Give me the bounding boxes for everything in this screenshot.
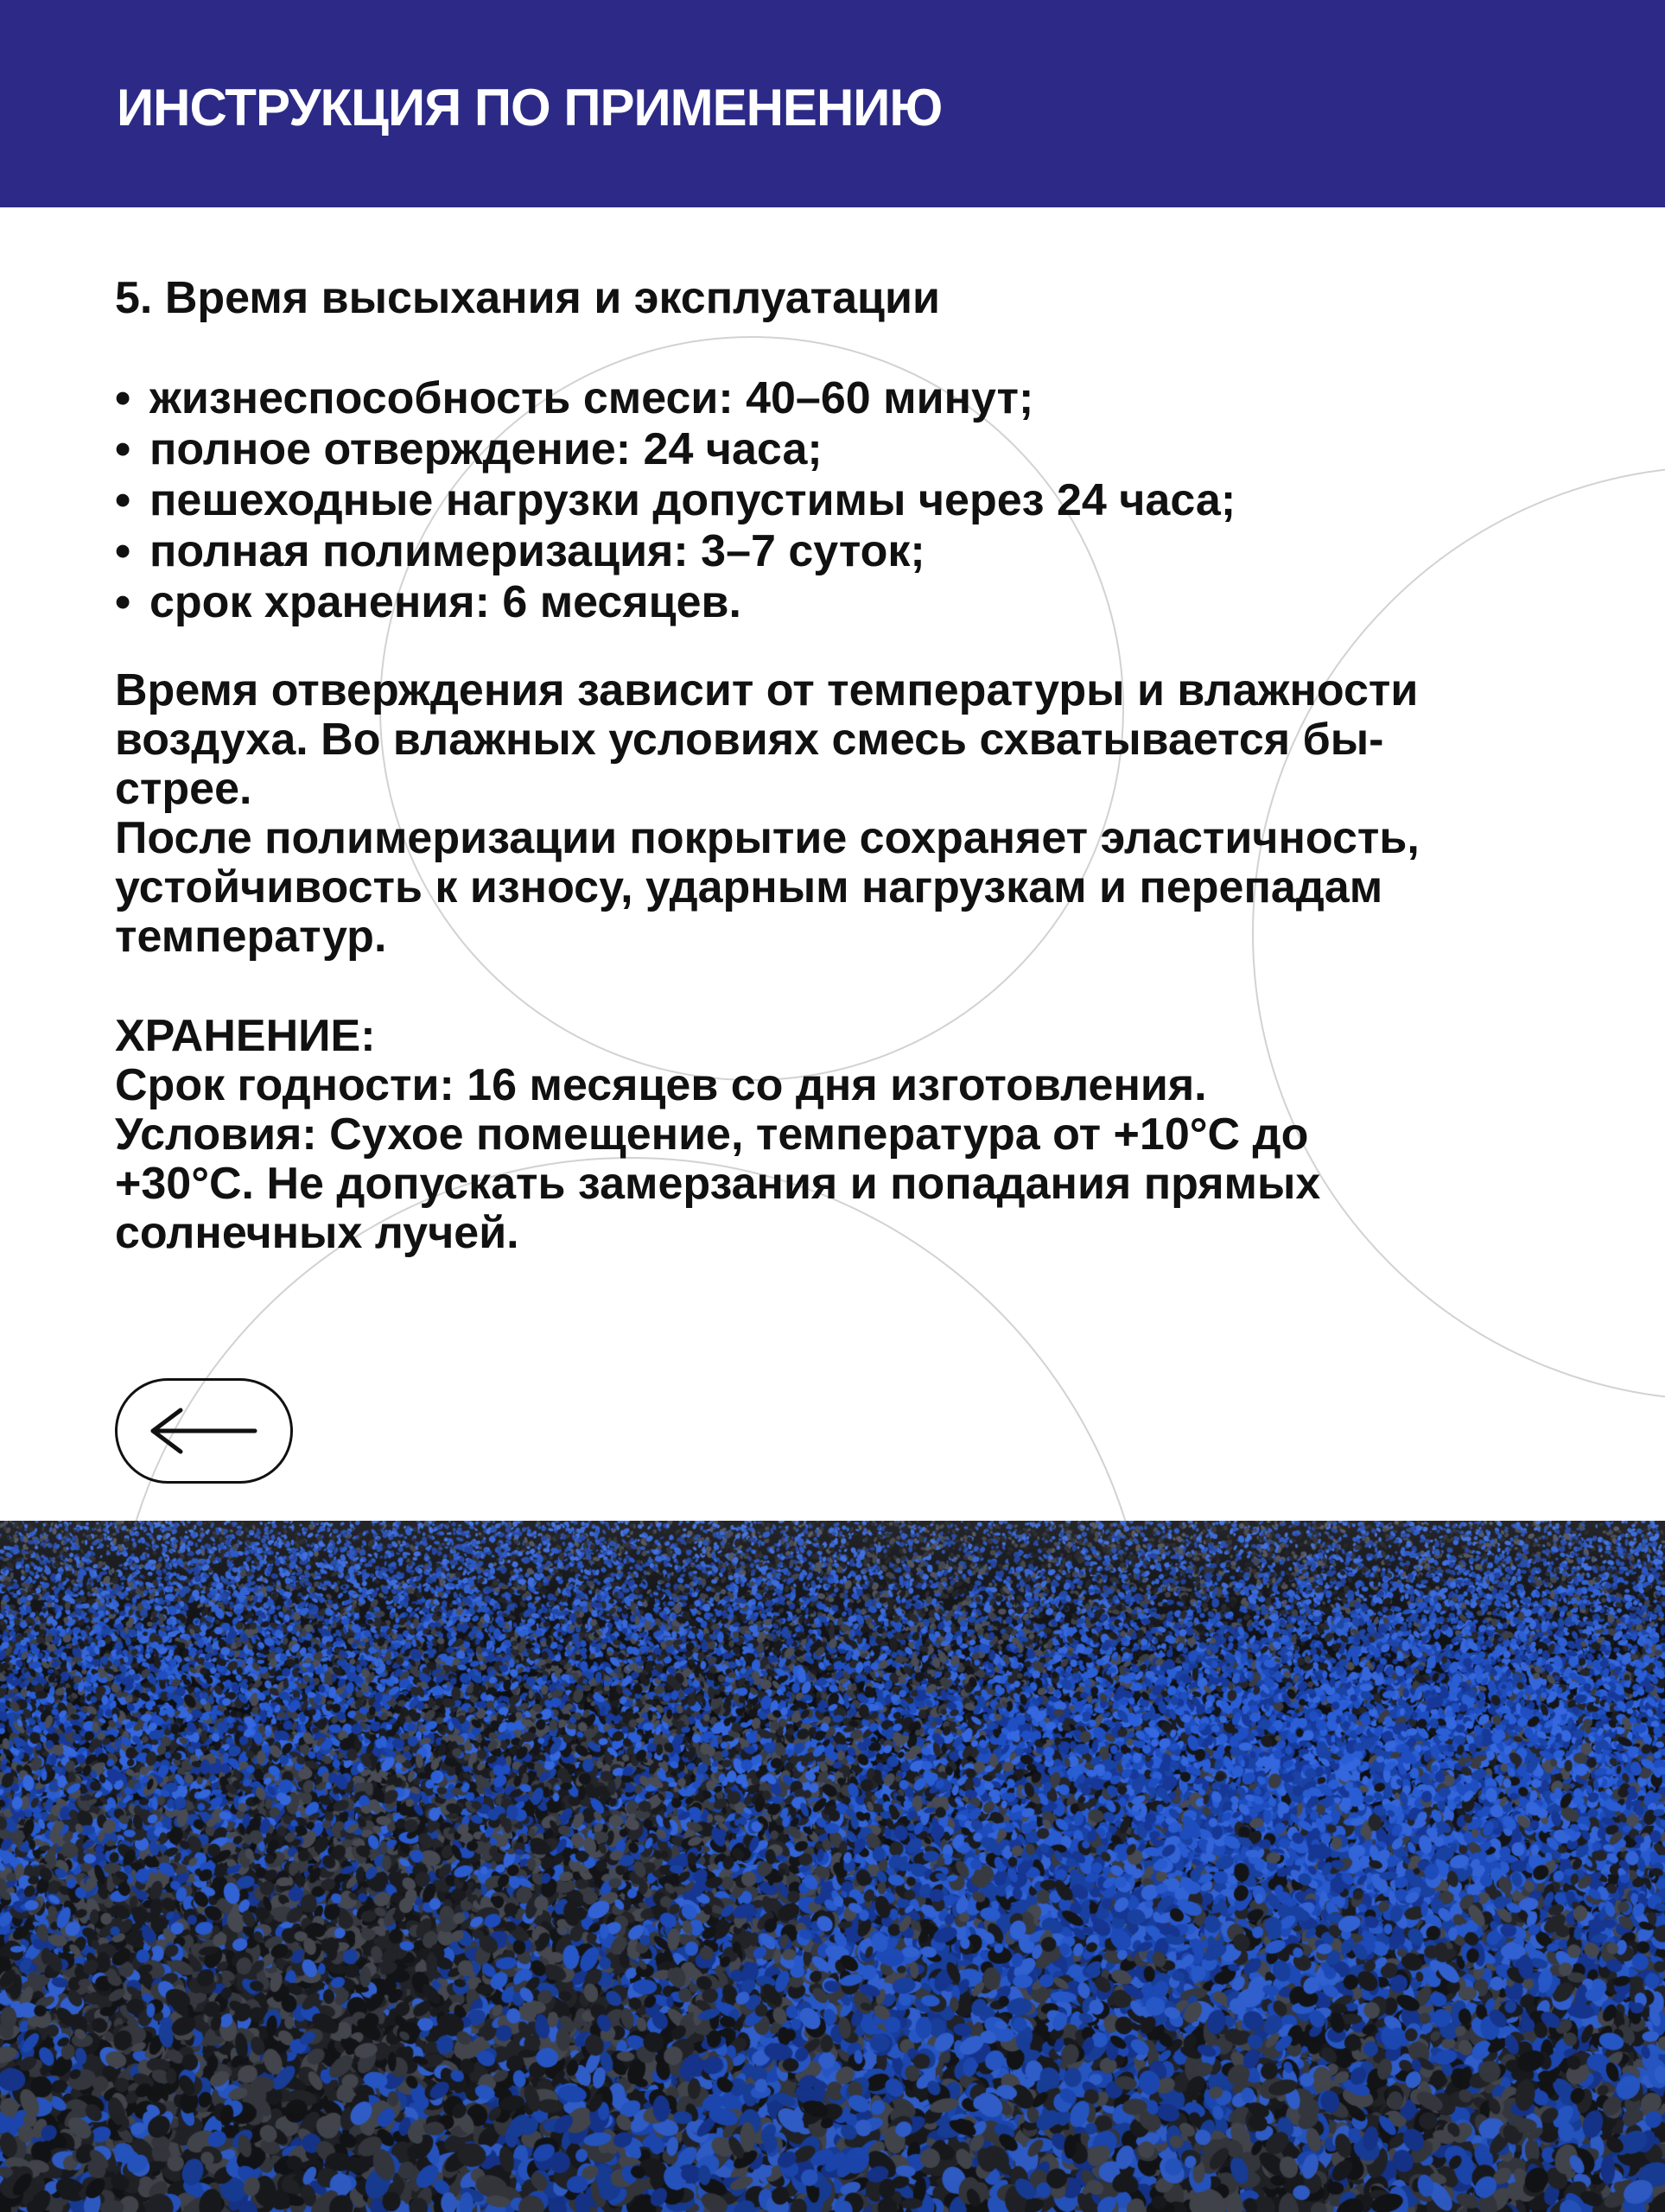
drying-specs-list — [115, 373, 1584, 628]
list-item — [115, 424, 1584, 475]
paragraph-line: воздуха. Во влажных условиях смесь схватывается бы- — [115, 715, 1384, 765]
back-button[interactable] — [115, 1378, 293, 1484]
bullet-marker: • — [115, 526, 131, 576]
rubber-crumb-texture-image — [0, 1521, 1665, 2212]
bullet-marker: • — [115, 577, 131, 627]
storage-line: Срок годности: 16 месяцев со дня изготовления. — [115, 1060, 1207, 1110]
bullet-marker: • — [115, 424, 131, 474]
storage-line: +30°C. Не допускать замерзания и попадания прямых — [115, 1159, 1321, 1209]
paragraph-line: стрее. — [115, 764, 252, 814]
list-item-text: полная полимеризация: 3–7 суток; — [149, 526, 925, 576]
list-item — [115, 373, 1584, 424]
main-content — [115, 268, 1584, 1258]
list-item-text: полное отверждение: 24 часа; — [149, 424, 823, 474]
paragraph-line: температур. — [115, 912, 387, 962]
paragraph-line: устойчивость к износу, ударным нагрузкам и перепадам — [115, 862, 1383, 912]
bullet-marker: • — [115, 475, 131, 525]
storage-line: Условия: Сухое помещение, температура от +10°C до — [115, 1109, 1309, 1160]
list-item — [115, 526, 1584, 577]
list-item-text: срок хранения: 6 месяцев. — [149, 577, 741, 627]
paragraph-line: После полимеризации покрытие сохраняет эластичность, — [115, 813, 1420, 863]
storage-line: солнечных лучей. — [115, 1208, 519, 1258]
curing-paragraph — [115, 666, 1584, 962]
storage-section — [115, 1012, 1584, 1258]
page-title: ИНСТРУКЦИЯ ПО ПРИМЕНЕНИЮ — [117, 79, 943, 137]
arrow-left-icon — [148, 1405, 260, 1457]
list-item — [115, 475, 1584, 526]
list-item-text: жизнеспособность смеси: 40–60 минут; — [149, 373, 1034, 423]
paragraph-line: Время отверждения зависит от температуры и влажности — [115, 665, 1419, 715]
section-heading: 5. Время высыхания и эксплуатации — [115, 273, 940, 323]
header-banner — [0, 0, 1665, 207]
list-item — [115, 577, 1584, 628]
storage-heading: ХРАНЕНИЕ: — [115, 1011, 376, 1061]
list-item-text: пешеходные нагрузки допустимы через 24 часа; — [149, 475, 1236, 525]
bullet-marker: • — [115, 373, 131, 423]
